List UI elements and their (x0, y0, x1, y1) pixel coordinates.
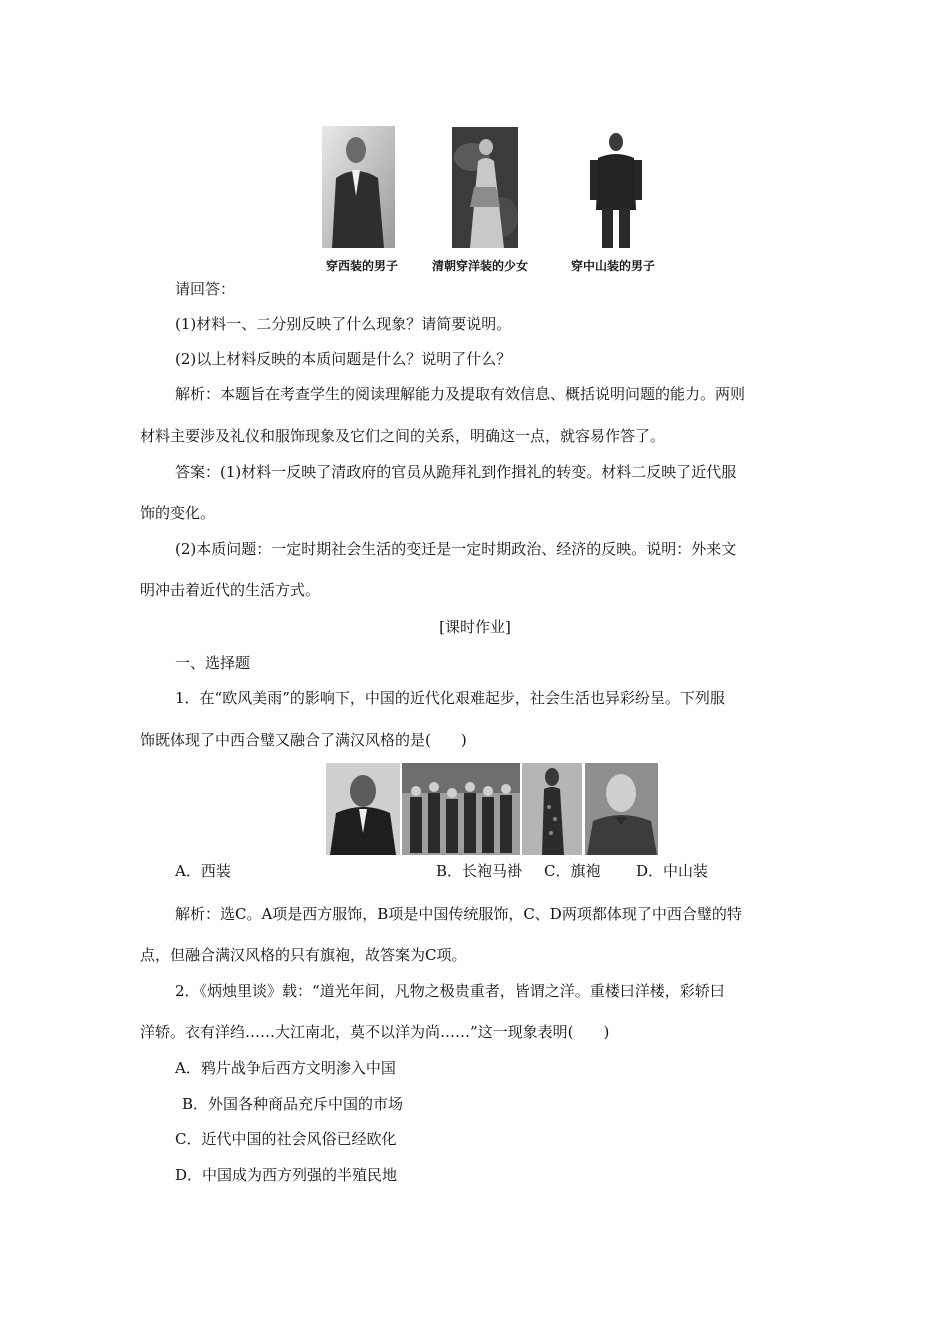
option-d: D．中国成为西方列强的半殖民地 (175, 1166, 398, 1184)
analysis-line: 点，但融合满汉风格的只有旗袍，故答案为C项。 (140, 946, 467, 964)
western-suit-photo (326, 763, 400, 855)
section-title: [课时作业] (439, 618, 511, 636)
option-b: B．外国各种商品充斥中国的市场 (182, 1095, 404, 1113)
question-stem: 洋轿。衣有洋绉……大江南北，莫不以洋为尚……”这一现象表明( ) (140, 1023, 610, 1041)
qipao-photo (522, 763, 582, 855)
option-c: C．旗袍 (544, 862, 601, 880)
question-2: (2)以上材料反映的本质问题是什么？说明了什么？ (175, 350, 512, 368)
answer-line: (2)本质问题：一定时期社会生活的变迁是一定时期政治、经济的反映。说明：外来文 (175, 540, 737, 558)
question-1: (1)材料一、二分别反映了什么现象？请简要说明。 (175, 315, 512, 333)
man-in-zhongshan-suit-photo (584, 130, 648, 250)
option-a: A．西装 (175, 862, 231, 880)
analysis-line: 解析：本题旨在考查学生的阅读理解能力及提取有效信息、概括说明问题的能力。两则 (175, 385, 746, 403)
analysis-line: 材料主要涉及礼仪和服饰现象及它们之间的关系，明确这一点，就容易作答了。 (140, 427, 666, 445)
long-gown-mandarin-jacket-photo (402, 763, 520, 855)
man-in-western-suit-photo (322, 126, 395, 248)
figure-caption: 清朝穿洋装的少女 (432, 259, 529, 273)
prompt-text: 请回答： (175, 280, 236, 298)
answer-line: 明冲击着近代的生活方式。 (140, 581, 321, 599)
part-title: 一、选择题 (175, 654, 251, 672)
option-a: A．鸦片战争后西方文明渗入中国 (175, 1059, 396, 1077)
answer-line: 饰的变化。 (140, 504, 216, 522)
qing-girl-in-western-dress-painting (452, 127, 518, 248)
option-b: B．长袍马褂 (436, 862, 523, 880)
answer-line: 答案：(1)材料一反映了清政府的官员从跪拜礼到作揖礼的转变。材料二反映了近代服 (175, 463, 737, 481)
analysis-line: 解析：选C。A项是西方服饰，B项是中国传统服饰，C、D两项都体现了中西合璧的特 (175, 905, 742, 923)
figure-caption: 穿西装的男子 (326, 259, 399, 273)
figure-caption: 穿中山装的男子 (571, 259, 656, 273)
option-d: D．中山装 (636, 862, 709, 880)
option-c: C．近代中国的社会风俗已经欧化 (175, 1130, 397, 1148)
question-stem: 饰既体现了中西合璧又融合了满汉风格的是( ) (140, 731, 467, 749)
question-stem: 2．《炳烛里谈》载：“道光年间，凡物之极贵重者，皆谓之洋。重楼曰洋楼，彩轿曰 (175, 982, 725, 1000)
question-stem: 1．在“欧风美雨”的影响下，中国的近代化艰难起步，社会生活也异彩纷呈。下列服 (175, 689, 725, 707)
zhongshan-suit-photo (585, 763, 658, 855)
